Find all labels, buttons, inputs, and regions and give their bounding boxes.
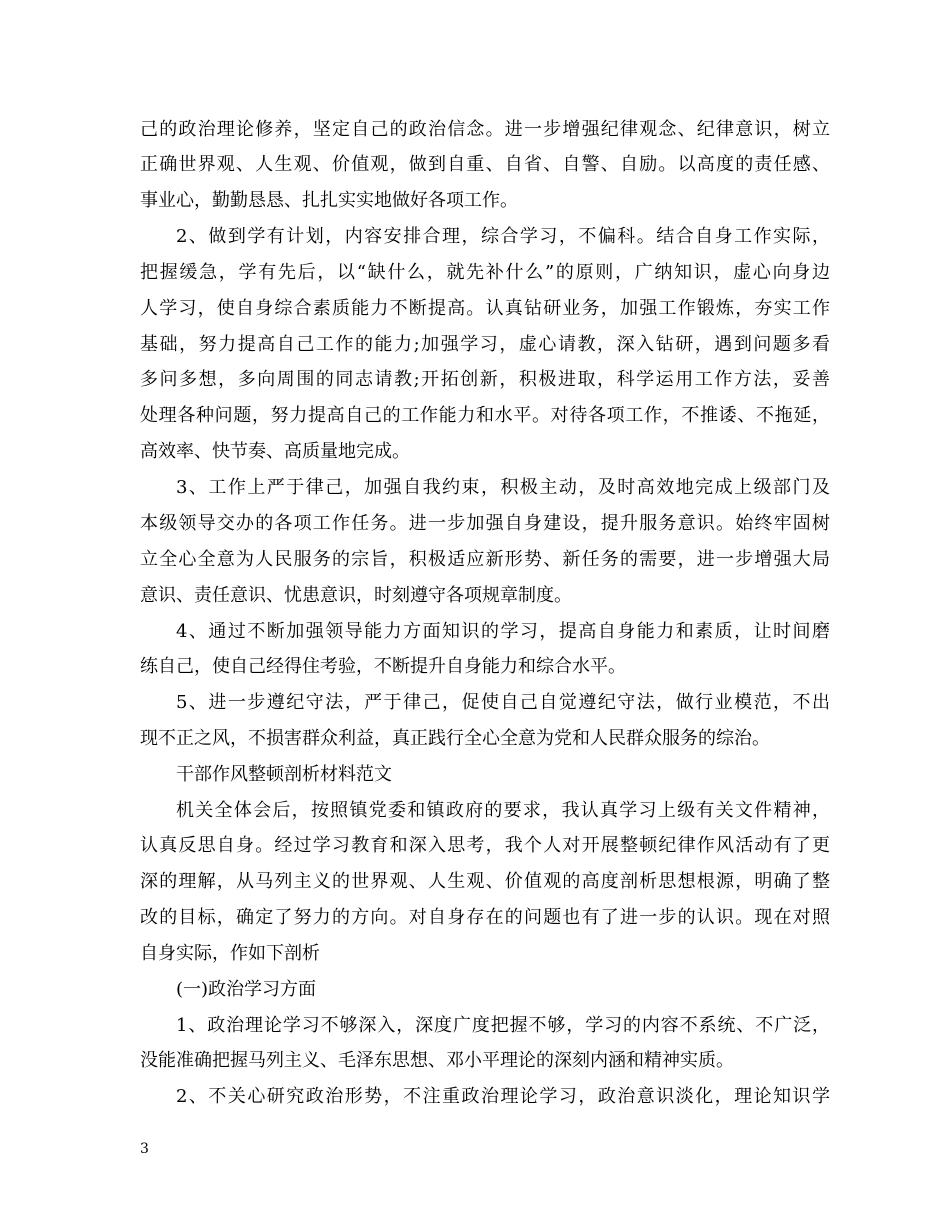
text-line: 改的目标，确定了努力的方向。对自身存在的问题也有了进一步的认识。现在对照 — [140, 907, 830, 928]
text-line: 把握缓急，学有先后，以“缺什么，就先补什么”的原则，广纳知识，虚心向身边 — [140, 262, 830, 283]
text-line: 5、进一步遵纪守法，严于律己，促使自己自觉遵纪守法，做行业模范，不出 — [176, 692, 830, 713]
text-line: 事业心，勤勤恳恳、扎扎实实地做好各项工作。 — [140, 190, 518, 211]
text-line: 高效率、快节奏、高质量地完成。 — [140, 441, 410, 462]
text-line: 人学习，使自身综合素质能力不断提高。认真钻研业务，加强工作锻炼，夯实工作 — [140, 298, 830, 319]
subsection-heading: (一)政治学习方面 — [176, 979, 317, 1000]
text-line: 4、通过不断加强领导能力方面知识的学习，提高自身能力和素质，让时间磨 — [176, 621, 830, 642]
text-line: 深的理解，从马列主义的世界观、人生观、价值观的高度剖析思想根源，明确了整 — [140, 871, 830, 892]
text-line: 2、做到学有计划，内容安排合理，综合学习，不偏科。结合自身工作实际， — [176, 226, 830, 247]
text-line: 本级领导交办的各项工作任务。进一步加强自身建设，提升服务意识。始终牢固树 — [140, 513, 830, 534]
text-line: 练自己，使自己经得住考验，不断提升自身能力和综合水平。 — [140, 656, 626, 677]
text-line: 3、工作上严于律己，加强自我约束，积极主动，及时高效地完成上级部门及 — [176, 477, 830, 498]
text-line: 认真反思自身。经过学习教育和深入思考，我个人对开展整顿纪律作风活动有了更 — [140, 835, 830, 856]
text-line: 基础，努力提高自己工作的能力;加强学习，虚心请教，深入钻研，遇到问题多看 — [140, 334, 830, 355]
section-heading: 干部作风整顿剖析材料范文 — [176, 764, 392, 785]
text-line: 己的政治理论修养，坚定自己的政治信念。进一步增强纪律观念、纪律意识，树立 — [140, 119, 830, 140]
text-line: 现不正之风，不损害群众利益，真正践行全心全意为党和人民群众服务的综治。 — [140, 728, 770, 749]
text-line: 自身实际，作如下剖析 — [140, 943, 320, 964]
text-line: 意识、责任意识、忧患意识，时刻遵守各项规章制度。 — [140, 585, 572, 606]
text-line: 机关全体会后，按照镇党委和镇政府的要求，我认真学习上级有关文件精神， — [176, 800, 830, 821]
text-line: 处理各种问题，努力提高自己的工作能力和水平。对待各项工作，不推诿、不拖延， — [140, 405, 830, 426]
text-line: 没能准确把握马列主义、毛泽东思想、邓小平理论的深刻内涵和精神实质。 — [140, 1050, 734, 1071]
text-line: 1、政治理论学习不够深入，深度广度把握不够，学习的内容不系统、不广泛， — [176, 1015, 830, 1036]
page-number: 3 — [140, 1141, 149, 1157]
text-line: 立全心全意为人民服务的宗旨，积极适应新形势、新任务的需要，进一步增强大局 — [140, 549, 830, 570]
text-line: 2、不关心研究政治形势，不注重政治理论学习，政治意识淡化，理论知识学 — [176, 1086, 830, 1107]
text-line: 多问多想，多向周围的同志请教;开拓创新，积极进取，科学运用工作方法，妥善 — [140, 369, 830, 390]
text-line: 正确世界观、人生观、价值观，做到自重、自省、自警、自励。以高度的责任感、 — [140, 154, 830, 175]
